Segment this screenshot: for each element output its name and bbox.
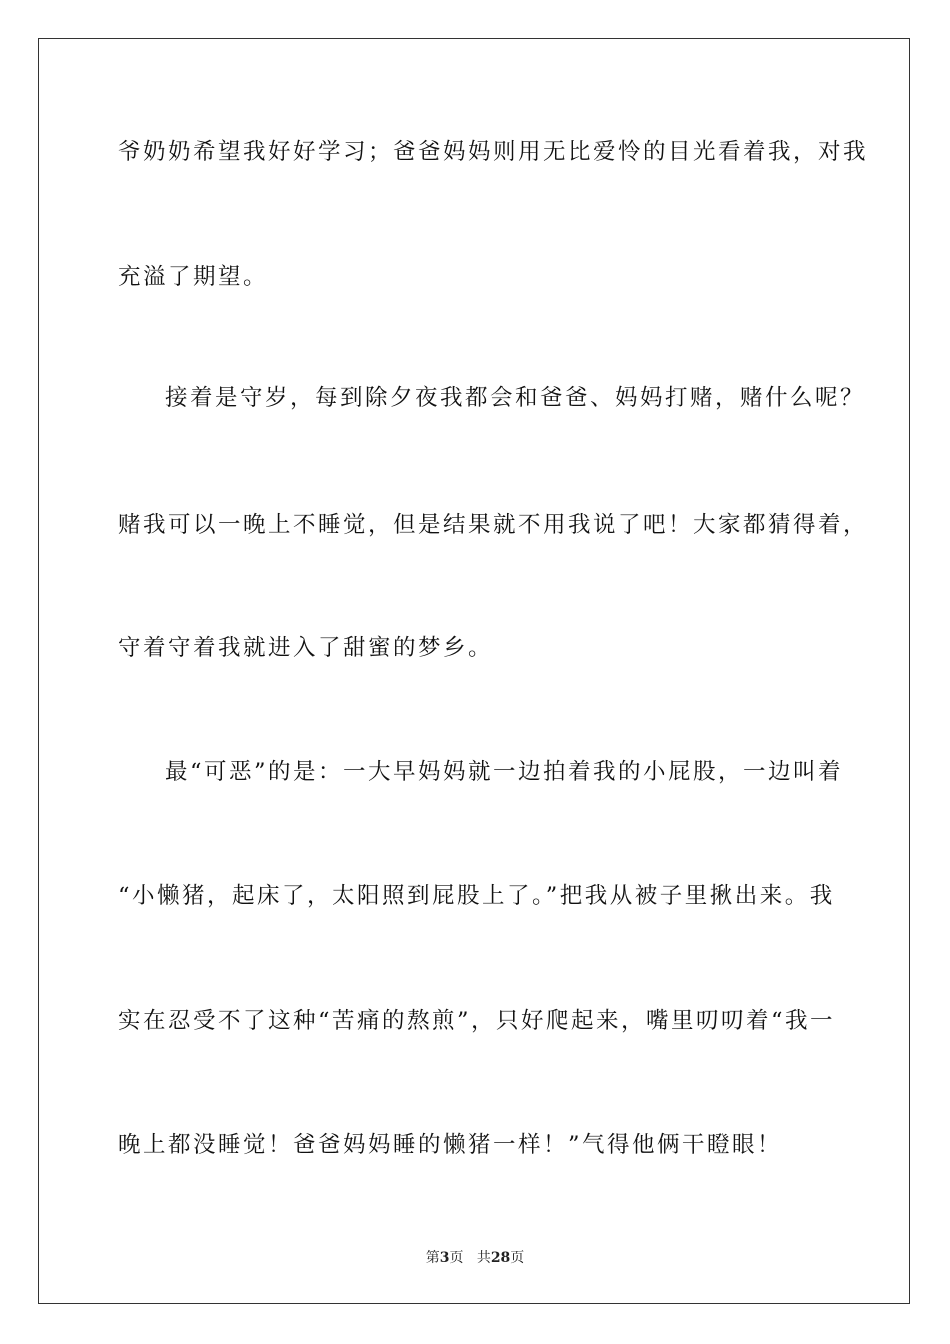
- text-line-3: 接着是守岁，每到除夕夜我都会和爸爸、妈妈打赌，赌什么呢？: [165, 385, 866, 411]
- page-number: 3: [439, 1250, 450, 1266]
- total-pages: 28: [490, 1250, 511, 1266]
- text-line-4: 赌我可以一晚上不睡觉，但是结果就不用我说了吧！大家都猜得着，: [118, 512, 869, 538]
- page-footer: [0, 1247, 950, 1267]
- total-suffix: 页: [510, 1250, 525, 1266]
- page-prefix: 第: [425, 1250, 440, 1266]
- page-suffix: 页: [449, 1250, 464, 1266]
- text-line-1: 爷奶奶希望我好好学习；爸爸妈妈则用无比爱怜的目光看着我，对我: [118, 139, 869, 165]
- page-frame: [38, 38, 910, 1304]
- text-line-5: 守着守着我就进入了甜蜜的梦乡。: [118, 635, 494, 661]
- text-line-9: 晚上都没睡觉！爸爸妈妈睡的懒猪一样！”气得他俩干瞪眼！: [118, 1132, 783, 1158]
- text-line-8: 实在忍受不了这种“苦痛的熬煎”，只好爬起来，嘴里叨叨着“我一: [118, 1008, 836, 1034]
- text-line-2: 充溢了期望。: [118, 264, 269, 290]
- text-line-7: “小懒猪，起床了，太阳照到屁股上了。”把我从被子里揪出来。我: [118, 883, 835, 909]
- text-line-6: 最“可恶”的是：一大早妈妈就一边拍着我的小屁股，一边叫着: [165, 759, 844, 785]
- total-prefix: 共: [476, 1250, 491, 1266]
